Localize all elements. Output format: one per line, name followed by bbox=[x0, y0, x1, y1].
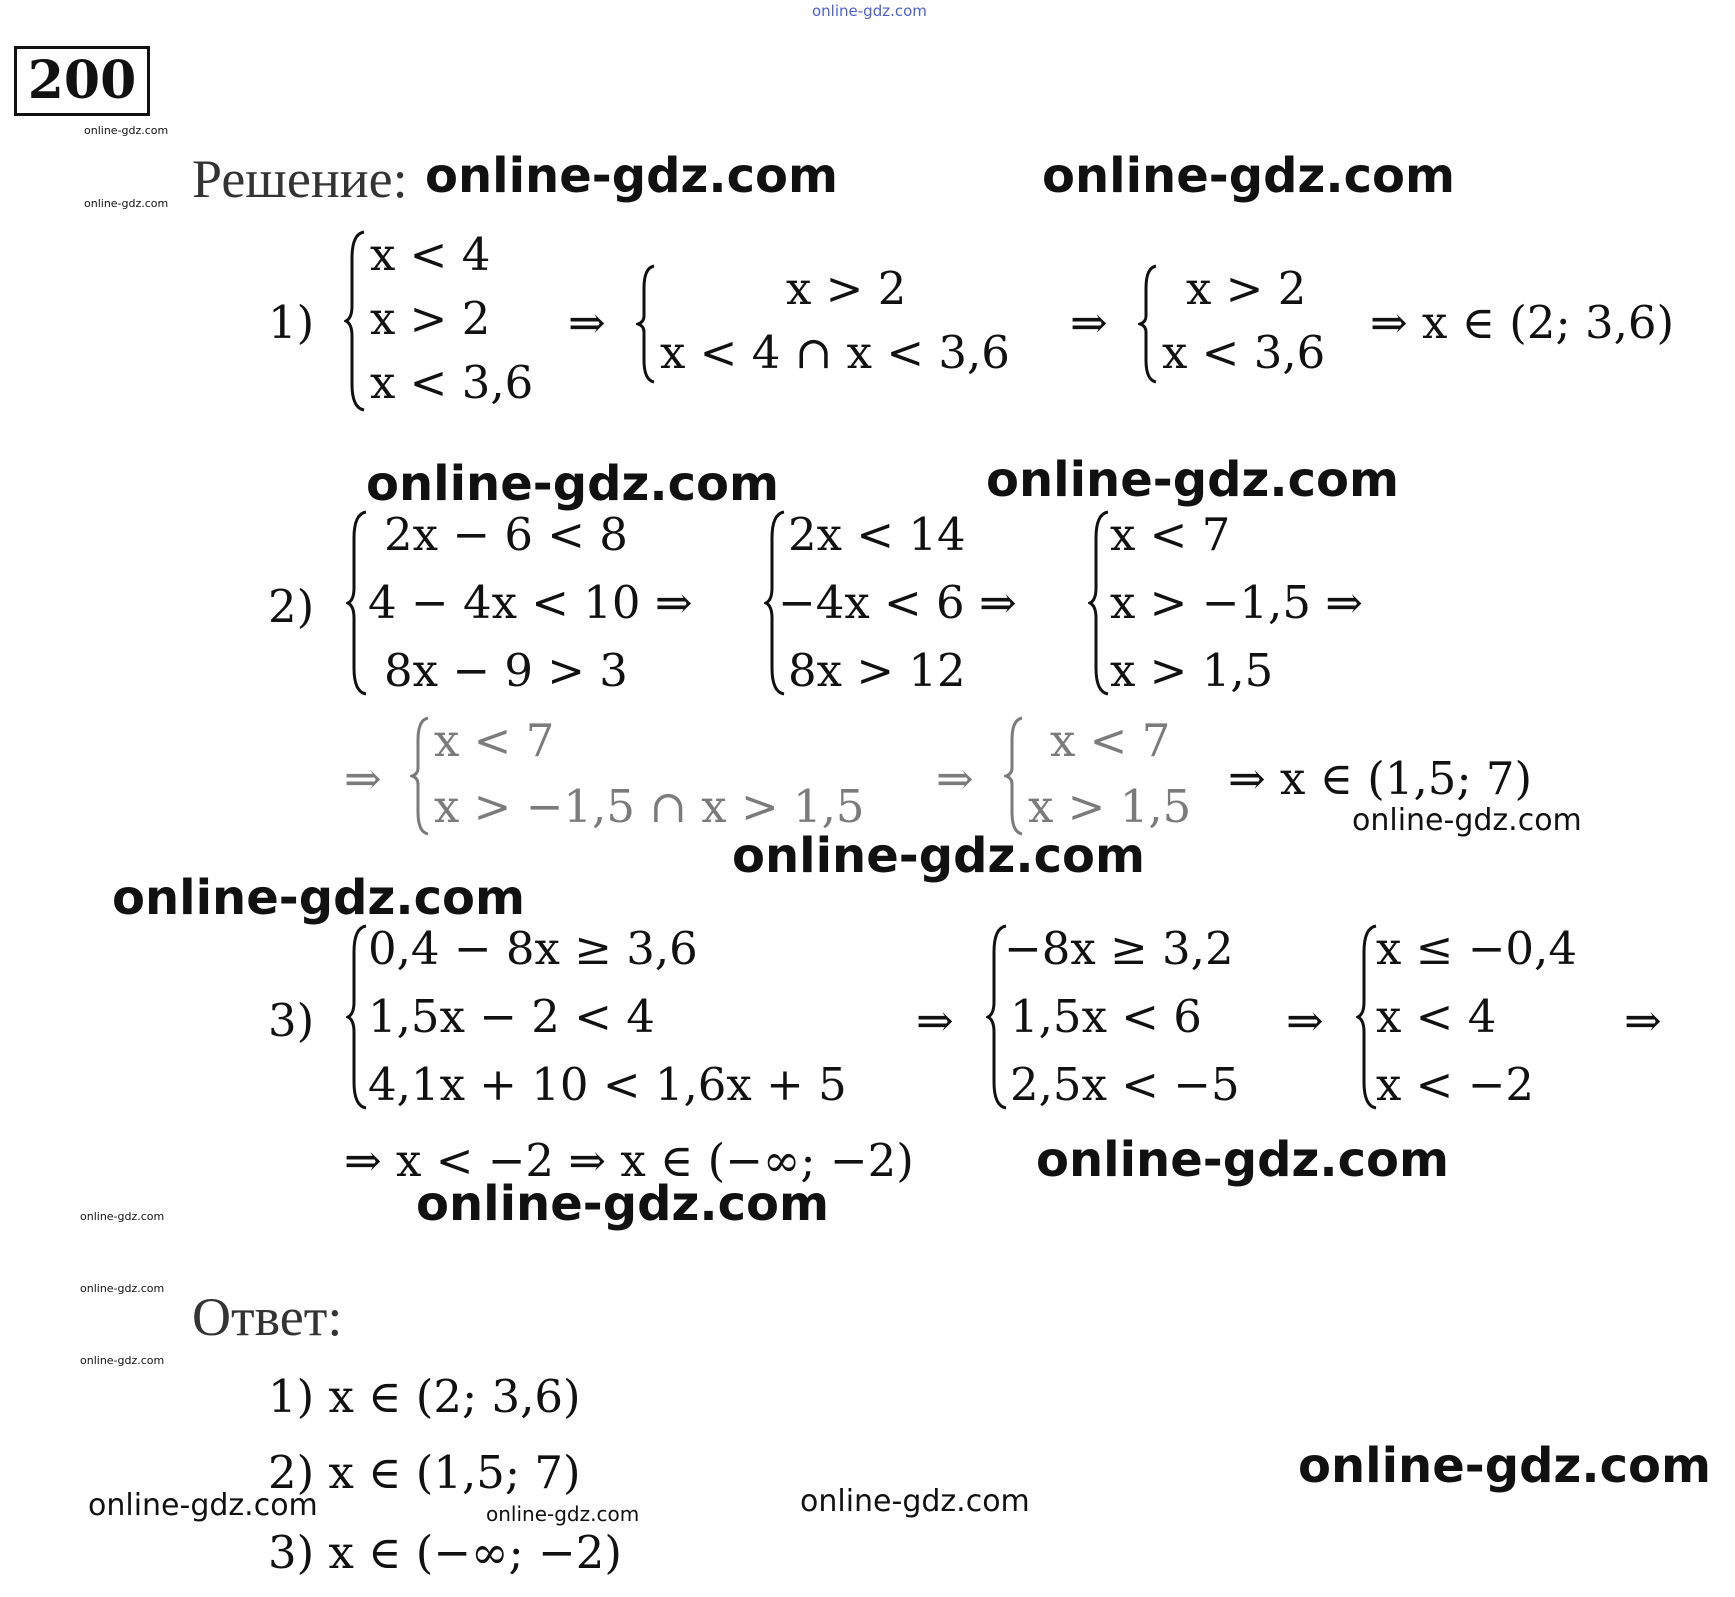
equation-line: −8x ≥ 3,2 bbox=[1004, 922, 1234, 975]
answer-2: 2) x ∈ (1,5; 7) bbox=[268, 1446, 581, 1499]
equation-line: x > 2 bbox=[370, 292, 491, 345]
watermark: online-gdz.com bbox=[486, 1502, 640, 1526]
part3-system-2 bbox=[986, 922, 1276, 1112]
equation-line: 2x < 14 bbox=[788, 508, 966, 561]
part1-system-3 bbox=[1138, 262, 1378, 386]
part2-system-4 bbox=[410, 714, 930, 838]
equation-line: 1,5x − 2 < 4 bbox=[368, 990, 655, 1043]
implies-arrow: ⇒ bbox=[1624, 994, 1662, 1047]
watermark: online-gdz.com bbox=[88, 1488, 318, 1523]
brace-icon bbox=[410, 714, 432, 838]
part2-system-3 bbox=[1088, 508, 1418, 698]
implies-arrow: ⇒ bbox=[916, 994, 954, 1047]
part2-system-1 bbox=[346, 508, 766, 698]
part1-system-2 bbox=[636, 262, 1066, 386]
equation-line: x < 4 bbox=[370, 228, 491, 281]
brace-icon bbox=[346, 508, 370, 698]
equation-line: 4,1x + 10 < 1,6x + 5 bbox=[368, 1058, 847, 1111]
watermark-small: online-gdz.com bbox=[84, 124, 169, 137]
brace-icon bbox=[346, 922, 370, 1112]
equation-line: x > 1,5 bbox=[1110, 644, 1274, 697]
watermark: online-gdz.com bbox=[112, 870, 526, 926]
watermark: online-gdz.com bbox=[1042, 148, 1456, 204]
implies-arrow: ⇒ bbox=[344, 752, 382, 805]
part1-system-1 bbox=[344, 228, 574, 414]
part3-system-1 bbox=[346, 922, 906, 1112]
equation-line: x > −1,5 ∩ x > 1,5 bbox=[434, 780, 865, 833]
equation-line: x < 7 bbox=[1050, 714, 1171, 767]
equation-line: 4 − 4x < 10 ⇒ bbox=[368, 576, 693, 629]
equation-line: 1,5x < 6 bbox=[1010, 990, 1202, 1043]
watermark: online-gdz.com bbox=[425, 148, 839, 204]
answer-heading: Ответ: bbox=[192, 1287, 343, 1347]
brace-icon bbox=[1088, 508, 1112, 698]
equation-line: x < 7 bbox=[434, 714, 555, 767]
watermark: online-gdz.com bbox=[1298, 1438, 1712, 1494]
part2-system-2 bbox=[764, 508, 1084, 698]
equation-line: 2,5x < −5 bbox=[1010, 1058, 1240, 1111]
equation-line: x < 4 bbox=[1376, 990, 1497, 1043]
solution-heading: Решение: bbox=[192, 149, 408, 209]
answer-1: 1) x ∈ (2; 3,6) bbox=[268, 1370, 581, 1423]
implies-arrow: ⇒ bbox=[1286, 994, 1324, 1047]
equation-line: x < 3,6 bbox=[370, 356, 534, 409]
answer-3: 3) x ∈ (−∞; −2) bbox=[268, 1526, 622, 1579]
equation-line: x < 7 bbox=[1110, 508, 1231, 561]
equation-line: x < −2 bbox=[1376, 1058, 1535, 1111]
watermark: online-gdz.com bbox=[1352, 803, 1582, 838]
equation-line: x > 2 bbox=[786, 262, 907, 315]
watermark: online-gdz.com bbox=[732, 828, 1146, 884]
top-watermark: online-gdz.com bbox=[812, 2, 927, 20]
problem-number: 200 bbox=[14, 46, 150, 116]
equation-line: x > −1,5 ⇒ bbox=[1110, 576, 1363, 629]
watermark: online-gdz.com bbox=[416, 1176, 830, 1232]
implies-arrow: ⇒ bbox=[936, 752, 974, 805]
part3-system-3 bbox=[1356, 922, 1626, 1112]
part2-result: ⇒ x ∈ (1,5; 7) bbox=[1228, 752, 1533, 805]
equation-line: x > 1,5 bbox=[1028, 780, 1192, 833]
part2-system-5 bbox=[1004, 714, 1224, 838]
equation-line: x > 2 bbox=[1186, 262, 1307, 315]
brace-icon bbox=[1004, 714, 1026, 838]
implies-arrow: ⇒ bbox=[568, 296, 606, 349]
watermark: online-gdz.com bbox=[366, 456, 780, 512]
equation-line: 2x − 6 < 8 bbox=[384, 508, 628, 561]
equation-line: x < 4 ∩ x < 3,6 bbox=[660, 326, 1010, 379]
part3-result: ⇒ x < −2 ⇒ x ∈ (−∞; −2) bbox=[344, 1134, 914, 1187]
watermark-small: online-gdz.com bbox=[80, 1282, 165, 1295]
brace-icon bbox=[1138, 262, 1160, 386]
equation-line: 8x − 9 > 3 bbox=[384, 644, 628, 697]
watermark: online-gdz.com bbox=[800, 1484, 1030, 1519]
equation-line: x ≤ −0,4 bbox=[1376, 922, 1577, 975]
brace-icon bbox=[344, 228, 368, 414]
equation-line: −4x < 6 ⇒ bbox=[778, 576, 1017, 629]
brace-icon bbox=[636, 262, 658, 386]
watermark: online-gdz.com bbox=[1036, 1132, 1450, 1188]
watermark-small: online-gdz.com bbox=[80, 1354, 165, 1367]
watermark: online-gdz.com bbox=[986, 452, 1400, 508]
equation-line: 0,4 − 8x ≥ 3,6 bbox=[368, 922, 698, 975]
part3-label: 3) bbox=[268, 994, 315, 1047]
part2-label: 2) bbox=[268, 580, 315, 633]
part1-result: ⇒ x ∈ (2; 3,6) bbox=[1370, 296, 1675, 349]
part1-label: 1) bbox=[268, 296, 315, 349]
equation-line: x < 3,6 bbox=[1162, 326, 1326, 379]
watermark-small: online-gdz.com bbox=[80, 1210, 165, 1223]
equation-line: 8x > 12 bbox=[788, 644, 966, 697]
watermark-small: online-gdz.com bbox=[84, 197, 169, 210]
implies-arrow: ⇒ bbox=[1070, 296, 1108, 349]
